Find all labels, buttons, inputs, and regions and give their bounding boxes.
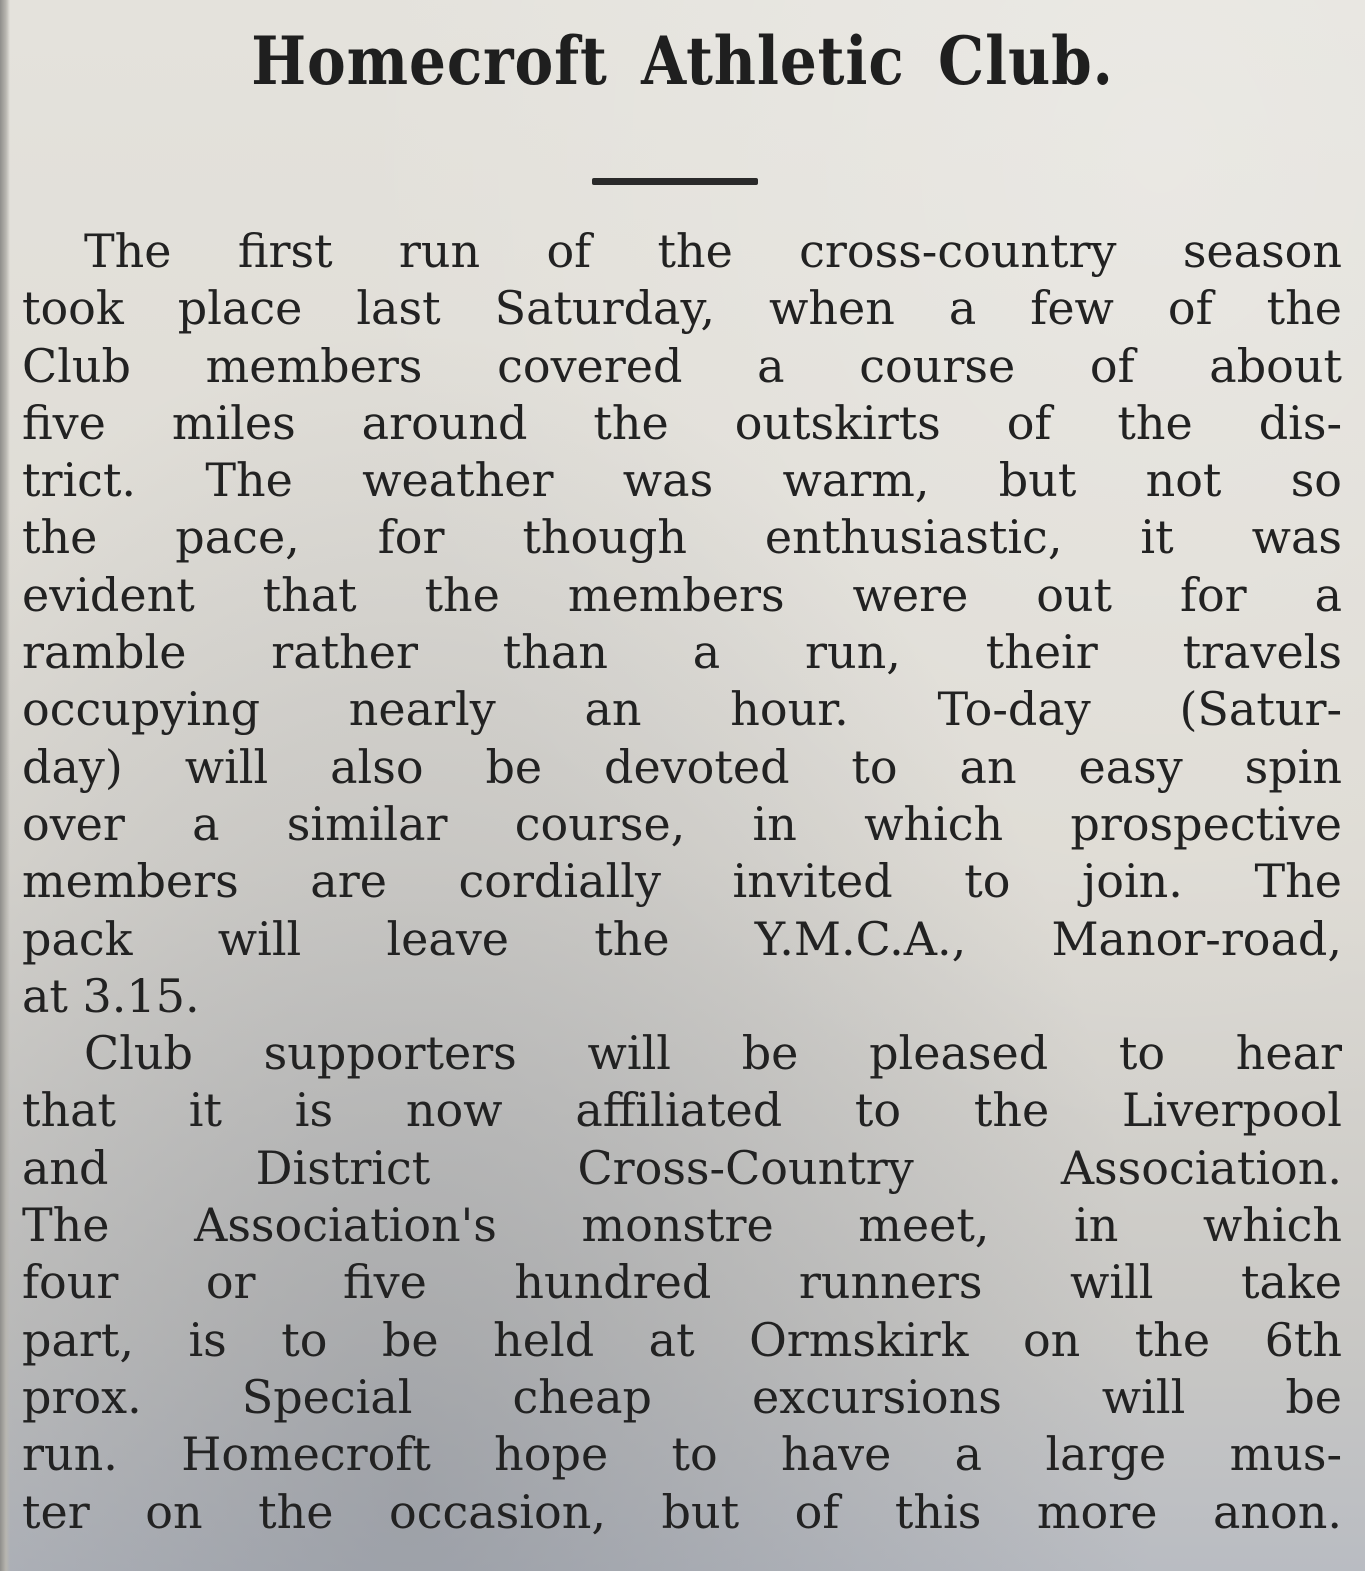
- text-line: took place last Saturday, when a few of the: [22, 281, 1342, 336]
- text-line: occupying nearly an hour. To-day (Satur-: [22, 682, 1342, 737]
- text-line: at 3.15.: [22, 968, 200, 1023]
- paragraph-2: [22, 1025, 1342, 1541]
- headline: Homecroft Athletic Club.: [251, 22, 1114, 100]
- text-line: ramble rather than a run, their travels: [22, 625, 1342, 680]
- text-line: day) will also be devoted to an easy spin: [22, 739, 1342, 794]
- text-line: the pace, for though enthusiastic, it was: [22, 510, 1342, 565]
- text-line: The first run of the cross-country season: [84, 224, 1342, 278]
- article-body: [22, 223, 1342, 1541]
- text-line: pack will leave the Y.M.C.A., Manor-road,: [22, 911, 1342, 966]
- text-line: over a similar course, in which prospective: [22, 796, 1342, 851]
- text-line: The Association's monstre meet, in which: [22, 1198, 1342, 1253]
- text-line: evident that the members were out for a: [22, 567, 1342, 622]
- text-line: prox. Special cheap excursions will be: [22, 1369, 1342, 1424]
- text-line: four or five hundred runners will take: [22, 1255, 1342, 1310]
- text-line: run. Homecroft hope to have a large mus-: [22, 1427, 1342, 1482]
- text-line: and District Cross-Country Association.: [22, 1140, 1342, 1195]
- paragraph-1: [22, 223, 1342, 1025]
- text-line: Club members covered a course of about: [22, 338, 1342, 393]
- text-line: that it is now affiliated to the Liverpool: [22, 1083, 1342, 1138]
- text-line: five miles around the outskirts of the dis-: [22, 395, 1342, 450]
- paper-edge: [0, 0, 10, 1571]
- headline-rule: [592, 178, 758, 185]
- text-line: part, is to be held at Ormskirk on the 6th: [22, 1312, 1342, 1367]
- text-line: ter on the occasion, but of this more anon.: [22, 1484, 1342, 1539]
- text-line: Club supporters will be pleased to hear: [84, 1026, 1342, 1081]
- text-line: trict. The weather was warm, but not so: [22, 453, 1342, 508]
- text-line: members are cordially invited to join. The: [22, 854, 1342, 909]
